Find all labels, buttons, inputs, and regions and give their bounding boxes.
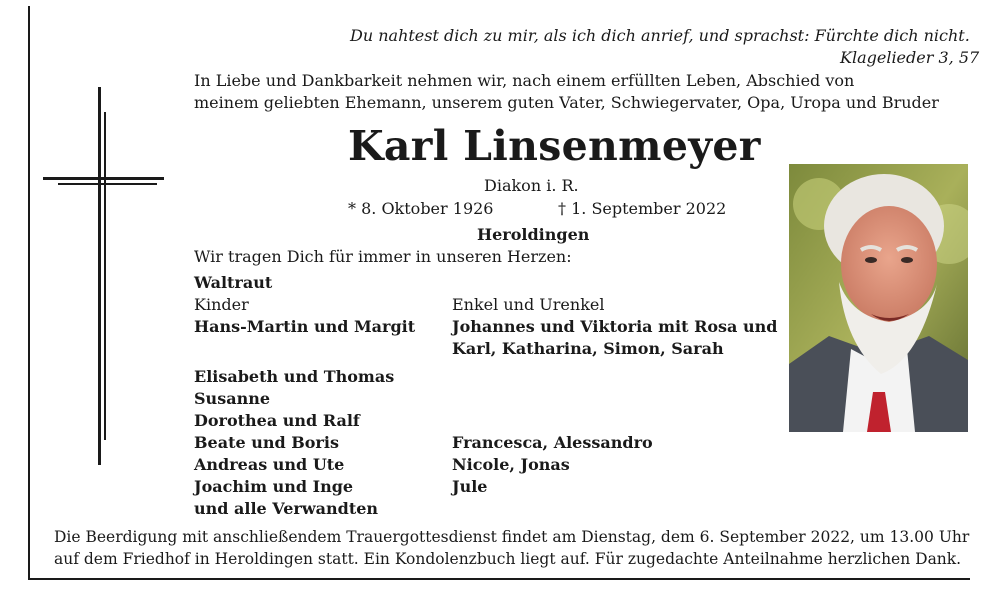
intro-line-2: meinem geliebten Ehemann, unserem guten Vater, Schwiegervater, Opa, Uropa und Bruder <box>194 93 939 112</box>
birth-date: * 8. Oktober 1926 <box>348 199 494 218</box>
family-right-5: Jule <box>452 477 488 496</box>
family-left-6: Andreas und Ute <box>194 455 345 474</box>
family-left-5: Beate und Boris <box>194 433 339 452</box>
deceased-name: Karl Linsenmeyer <box>348 122 761 170</box>
death-date: † 1. September 2022 <box>558 199 727 218</box>
children-header: Kinder <box>194 295 249 314</box>
family-left-4: Dorothea und Ralf <box>194 411 360 430</box>
family-right-4: Nicole, Jonas <box>452 455 570 474</box>
memorial-line: Wir tragen Dich für immer in unseren Herzen: <box>194 247 572 266</box>
family-right-2: Karl, Katharina, Simon, Sarah <box>452 339 724 358</box>
family-left-1: Hans-Martin und Margit <box>194 317 416 336</box>
family-right-1: Johannes und Viktoria mit Rosa und <box>452 317 778 336</box>
quote-text: Du nahtest dich zu mir, als ich dich anrief, und sprachst: Fürchte dich nicht. <box>350 26 970 45</box>
intro-line-1: In Liebe und Dankbarkeit nehmen wir, nach einem erfüllten Leben, Abschied von <box>194 71 855 90</box>
portrait-photo <box>789 164 968 432</box>
family-left-8: und alle Verwandten <box>194 499 379 518</box>
family-left-7: Joachim und Inge <box>194 477 354 496</box>
place-name: Heroldingen <box>477 225 590 244</box>
funeral-line-2: auf dem Friedhof in Heroldingen statt. Ein Kondolenzbuch liegt auf. Für zugedachte Anteilnahme herzlichen Dank. <box>54 550 962 568</box>
grandchildren-header: Enkel und Urenkel <box>452 295 605 314</box>
quote-source: Klagelieder 3, 57 <box>840 48 980 67</box>
deceased-title: Diakon i. R. <box>484 176 579 195</box>
family-left-2: Elisabeth und Thomas <box>194 367 395 386</box>
family-right-3: Francesca, Alessandro <box>452 433 653 452</box>
family-left-3: Susanne <box>194 389 271 408</box>
spouse-name: Waltraut <box>194 273 273 292</box>
funeral-line-1: Die Beerdigung mit anschließendem Trauergottesdienst findet am Dienstag, dem 6. September 2022, um 13.00 Uhr <box>54 528 970 546</box>
